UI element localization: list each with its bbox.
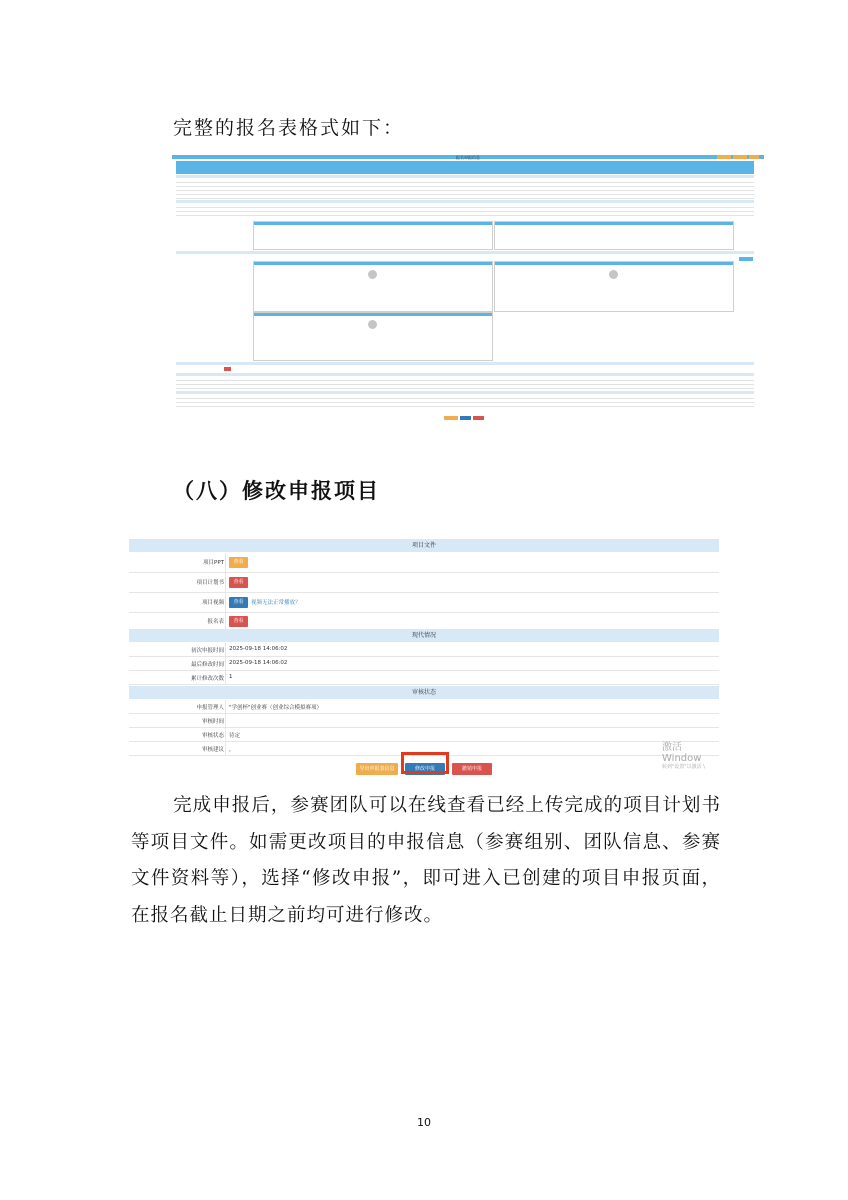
mini-button bbox=[444, 416, 458, 420]
file-row bbox=[129, 613, 719, 630]
mini-button bbox=[739, 257, 753, 261]
mini-button bbox=[460, 416, 471, 420]
view-video-button[interactable]: 查看 bbox=[229, 597, 248, 608]
section-heading: （八）修改申报项目 bbox=[173, 479, 380, 503]
mini-button bbox=[749, 155, 759, 159]
modify-submission-button[interactable]: 修改申报 bbox=[405, 763, 445, 775]
form-section-bar bbox=[176, 362, 754, 365]
file-row bbox=[129, 573, 719, 593]
file-row bbox=[129, 593, 719, 613]
member-card bbox=[494, 221, 734, 250]
withdraw-submission-button[interactable]: 撤销申报 bbox=[452, 763, 492, 775]
mini-button bbox=[733, 155, 747, 159]
video-help-link[interactable]: 视频无法正常播放？ bbox=[251, 600, 301, 606]
member-card bbox=[253, 312, 493, 361]
form-header-band bbox=[176, 161, 754, 174]
page-number: 10 bbox=[417, 1116, 431, 1129]
mini-button bbox=[473, 416, 484, 420]
review-label: 申报管理人 bbox=[196, 705, 224, 711]
export-form-button[interactable]: 导出申报表信息 bbox=[356, 763, 398, 775]
file-label: 报名表 bbox=[207, 619, 224, 625]
form-section-bar bbox=[176, 373, 754, 376]
member-card bbox=[253, 221, 493, 250]
form-section-bar bbox=[176, 391, 754, 394]
form-section-bar bbox=[176, 251, 754, 254]
intro-text: 完整的报名表格式如下： bbox=[173, 117, 405, 139]
form-title-bar bbox=[172, 155, 764, 159]
review-label: 审核时间 bbox=[201, 719, 224, 725]
status-value: 2025-09-18 14:06:02 bbox=[229, 660, 288, 666]
full-form-screenshot bbox=[172, 155, 764, 425]
review-value: 待定 bbox=[229, 733, 241, 739]
status-row bbox=[129, 643, 719, 657]
highlight-box bbox=[401, 752, 449, 774]
view-ppt-button[interactable]: 查看 bbox=[229, 557, 248, 568]
form-section-bar bbox=[176, 175, 754, 178]
watermark-line2: 转到"设置"以激活 \ bbox=[662, 764, 705, 770]
view-plan-button[interactable]: 查看 bbox=[229, 577, 248, 588]
file-row bbox=[129, 553, 719, 573]
mini-button bbox=[717, 155, 731, 159]
windows-activation-watermark bbox=[662, 742, 719, 771]
view-form-button[interactable]: 查看 bbox=[229, 616, 248, 627]
section-review: 审核状态 bbox=[129, 686, 719, 699]
review-label: 审核建议 bbox=[201, 747, 224, 753]
body-paragraph bbox=[131, 788, 721, 934]
watermark-line1: 激活 Window bbox=[662, 742, 702, 764]
review-value: "学创杯"创业赛（创业综合模拟赛项） bbox=[229, 705, 323, 711]
status-label: 最后修改时间 bbox=[190, 662, 224, 668]
status-label: 累计修改次数 bbox=[190, 676, 224, 682]
mini-button bbox=[224, 367, 231, 371]
review-label: 审核状态 bbox=[201, 733, 224, 739]
body-paragraph-text: 完成申报后，参赛团队可以在线查看已经上传完成的项目计划书等项目文件。如需更改项目的申报信息（参赛组别、团队信息、参赛文件资料等），选择“修改申报”，即可进入已创建的项目申报页面，在报名截止日期之前均可进行修改。 bbox=[131, 795, 721, 926]
file-label: 项目视频 bbox=[201, 600, 224, 606]
member-card bbox=[494, 261, 734, 312]
review-row bbox=[129, 728, 719, 742]
section-project-files: 项目文件 bbox=[129, 539, 719, 552]
review-row bbox=[129, 700, 719, 714]
file-label: 项目计划书 bbox=[196, 580, 224, 586]
status-row bbox=[129, 657, 719, 671]
form-section-bar bbox=[176, 200, 754, 203]
edit-project-screenshot bbox=[129, 538, 719, 778]
form-title: 报名申报信息 bbox=[456, 155, 480, 160]
section-status: 现代情况 bbox=[129, 629, 719, 642]
status-value: 1 bbox=[229, 674, 233, 680]
member-card bbox=[253, 261, 493, 312]
review-value: ， bbox=[229, 747, 235, 753]
file-label: 项目PPT bbox=[203, 560, 224, 566]
review-row bbox=[129, 714, 719, 728]
status-row bbox=[129, 671, 719, 685]
status-value: 2025-09-18 14:06:02 bbox=[229, 646, 288, 652]
status-label: 初次申报时间 bbox=[190, 648, 224, 654]
